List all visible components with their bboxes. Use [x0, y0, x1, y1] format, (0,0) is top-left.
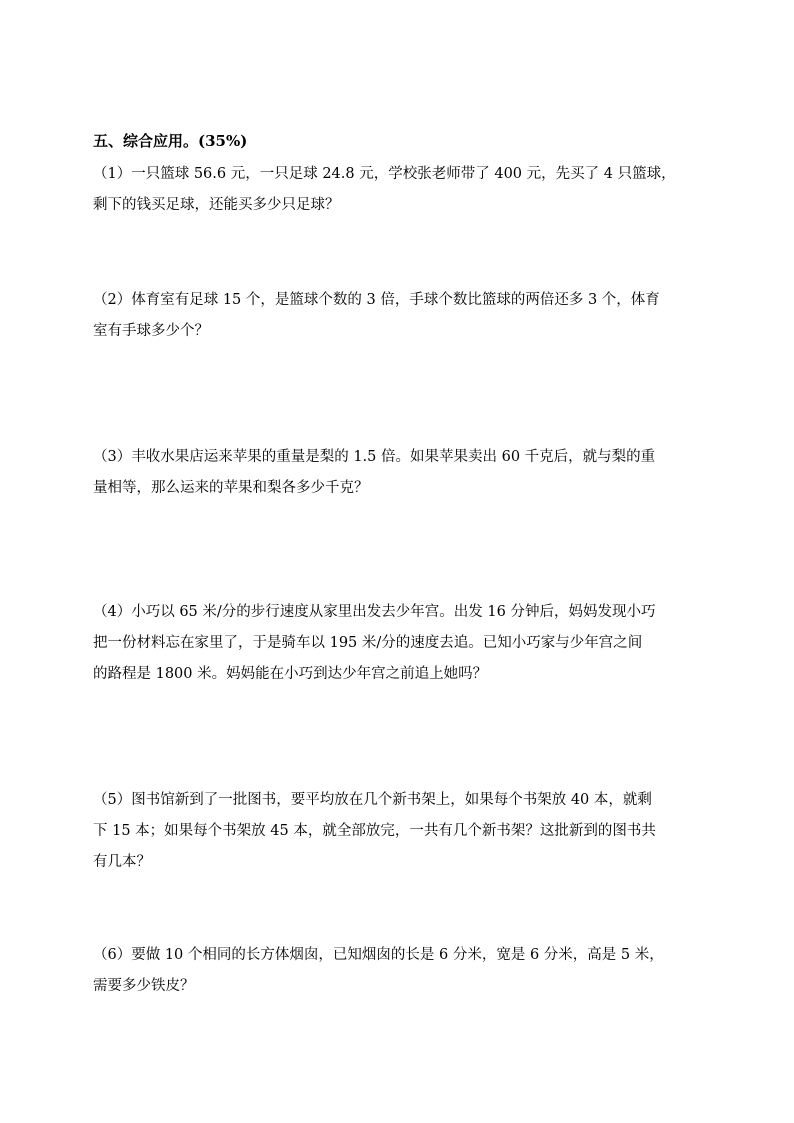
question-2-line-1: （2）体育室有足球 15 个，是篮球个数的 3 倍，手球个数比篮球的两倍还多 3 个，体育: [93, 292, 660, 308]
question-5: [93, 785, 705, 878]
question-3-line-2: 量相等，那么运来的苹果和梨各多少千克？: [93, 480, 369, 496]
question-3: [93, 442, 705, 504]
question-5-line-1: （5）图书馆新到了一批图书，要平均放在几个新书架上，如果每个书架放 40 本，就剩: [93, 792, 652, 808]
section-heading: 五、综合应用。(35%): [93, 132, 248, 150]
question-2: [93, 285, 705, 347]
question-1-line-2: 剩下的钱买足球，还能买多少只足球？: [93, 197, 340, 213]
question-1: [93, 159, 705, 221]
question-6: [93, 940, 705, 1002]
question-3-line-1: （3）丰收水果店运来苹果的重量是梨的 1.5 倍。如果苹果卖出 60 千克后，就与梨的重: [93, 449, 656, 465]
question-4-line-2: 把一份材料忘在家里了，于是骑车以 195 米/分的速度去追。已知小巧家与少年宫之间: [93, 635, 643, 651]
question-6-line-2: 需要多少铁皮？: [93, 978, 195, 994]
question-5-line-3: 有几本？: [93, 854, 151, 870]
question-4-line-1: （4）小巧以 65 米/分的步行速度从家里出发去少年宫。出发 16 分钟后，妈妈发现小巧: [93, 604, 656, 620]
question-2-line-2: 室有手球多少个？: [93, 323, 209, 339]
question-4-line-3: 的路程是 1800 米。妈妈能在小巧到达少年宫之前追上她吗？: [93, 666, 488, 682]
question-6-line-1: （6）要做 10 个相同的长方体烟囱，已知烟囱的长是 6 分米，宽是 6 分米，高是 5 米，: [93, 947, 664, 963]
question-4: [93, 597, 705, 690]
question-1-line-1: （1）一只篮球 56.6 元，一只足球 24.8 元，学校张老师带了 400 元，先买了 4 只篮球，: [93, 166, 676, 182]
question-5-line-2: 下 15 本；如果每个书架放 45 本，就全部放完，一共有几个新书架？这批新到的图书共: [93, 823, 656, 839]
